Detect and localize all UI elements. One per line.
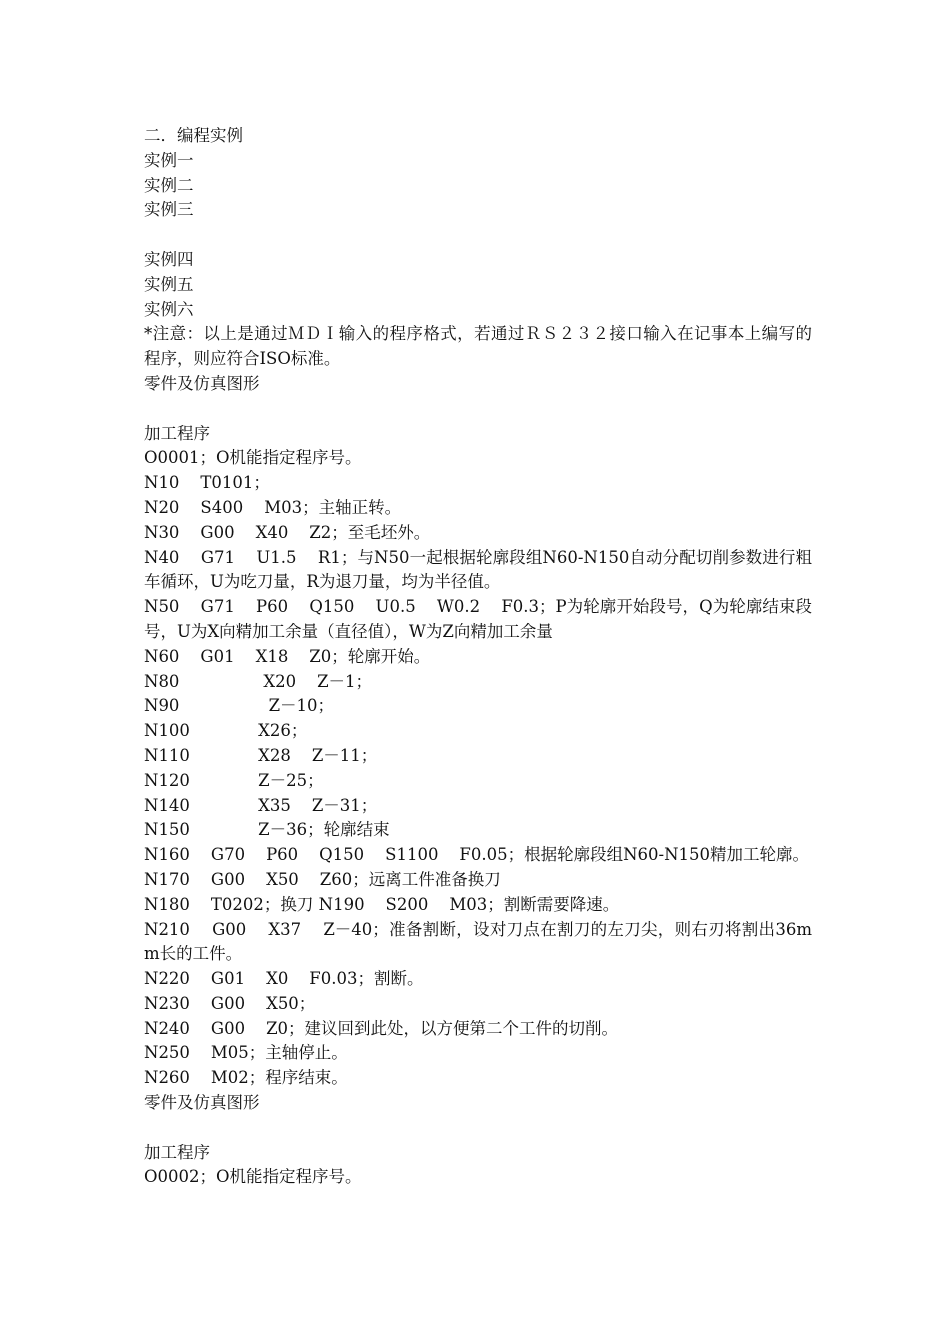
program-line: N180 T0202；换刀 N190 S200 M03；割断需要降速。 (144, 894, 620, 914)
program-line: N250 M05；主轴停止。 (144, 1043, 348, 1063)
program-label-2: 加工程序 (144, 1142, 210, 1162)
program-line: N260 M02；程序结束。 (144, 1068, 348, 1088)
example-2: 实例二 (144, 175, 194, 195)
program-line: N240 G00 Z0；建议回到此处，以方便第二个工件的切削。 (144, 1018, 619, 1038)
program-line: N120 Z－25； (144, 770, 324, 790)
section-heading: 二．编程实例 (144, 126, 243, 145)
example-1: 实例一 (144, 150, 194, 170)
program-line: N150 Z－36；轮廓结束 (144, 820, 390, 840)
program-listing-1 (144, 446, 812, 1091)
program-line: O0002；O机能指定程序号。 (144, 1167, 362, 1187)
program-line: N220 G01 X0 F0.03；割断。 (144, 969, 424, 989)
program-listing-2 (144, 1165, 812, 1190)
program-line: N80 X20 Z－1； (144, 671, 373, 691)
example-3: 实例三 (144, 200, 194, 220)
program-line: N40 G71 U1.5 R1；与N50一起根据轮廓段组N60-N150自动分配切削参数进行粗车循环，U为吃刀量，R为退刀量，均为半径值。 (144, 547, 812, 592)
program-line: N50 G71 P60 Q150 U0.5 W0.2 F0.3；P为轮廓开始段号，Q为轮廓结束段号，U为X向精加工余量（直径值），W为Z向精加工余量 (144, 597, 812, 641)
program-line: O0001；O机能指定程序号。 (144, 448, 362, 468)
program-line: N230 G00 X50； (144, 993, 316, 1013)
part-figure-label-2: 零件及仿真图形 (144, 1093, 260, 1113)
program-line: N90 Z－10； (144, 696, 335, 716)
program-line: N30 G00 X40 Z2；至毛坯外。 (144, 522, 431, 542)
program-line: N160 G70 P60 Q150 S1100 F0.05；根据轮廓段组N60-N150精加工轮廓。 (144, 845, 810, 865)
spacer (144, 397, 812, 422)
example-5: 实例五 (144, 274, 194, 294)
program-line: N110 X28 Z－11； (144, 745, 378, 765)
spacer (144, 1116, 812, 1141)
program-line: N10 T0101； (144, 473, 270, 493)
program-label-1: 加工程序 (144, 423, 210, 443)
program-line: N170 G00 X50 Z60；远离工件准备换刀 (144, 869, 501, 889)
note-paragraph: *注意：以上是通过ＭＤＩ输入的程序格式，若通过ＲＳ２３２接口输入在记事本上编写的程序，则应符合ISO标准。 (144, 324, 812, 369)
example-4: 实例四 (144, 249, 194, 269)
program-line: N100 X26； (144, 721, 308, 741)
part-figure-label-1: 零件及仿真图形 (144, 373, 260, 393)
program-line: N60 G01 X18 Z0；轮廓开始。 (144, 646, 431, 666)
document-page (144, 124, 812, 1190)
program-line: N20 S400 M03；主轴正转。 (144, 497, 402, 517)
spacer (144, 223, 812, 248)
example-6: 实例六 (144, 299, 194, 319)
program-line: N210 G00 X37 Z－40；准备割断，设对刀点在割刀的左刀尖，则右刃将割出36mm长的工件。 (144, 919, 812, 964)
program-line: N140 X35 Z－31； (144, 795, 378, 815)
